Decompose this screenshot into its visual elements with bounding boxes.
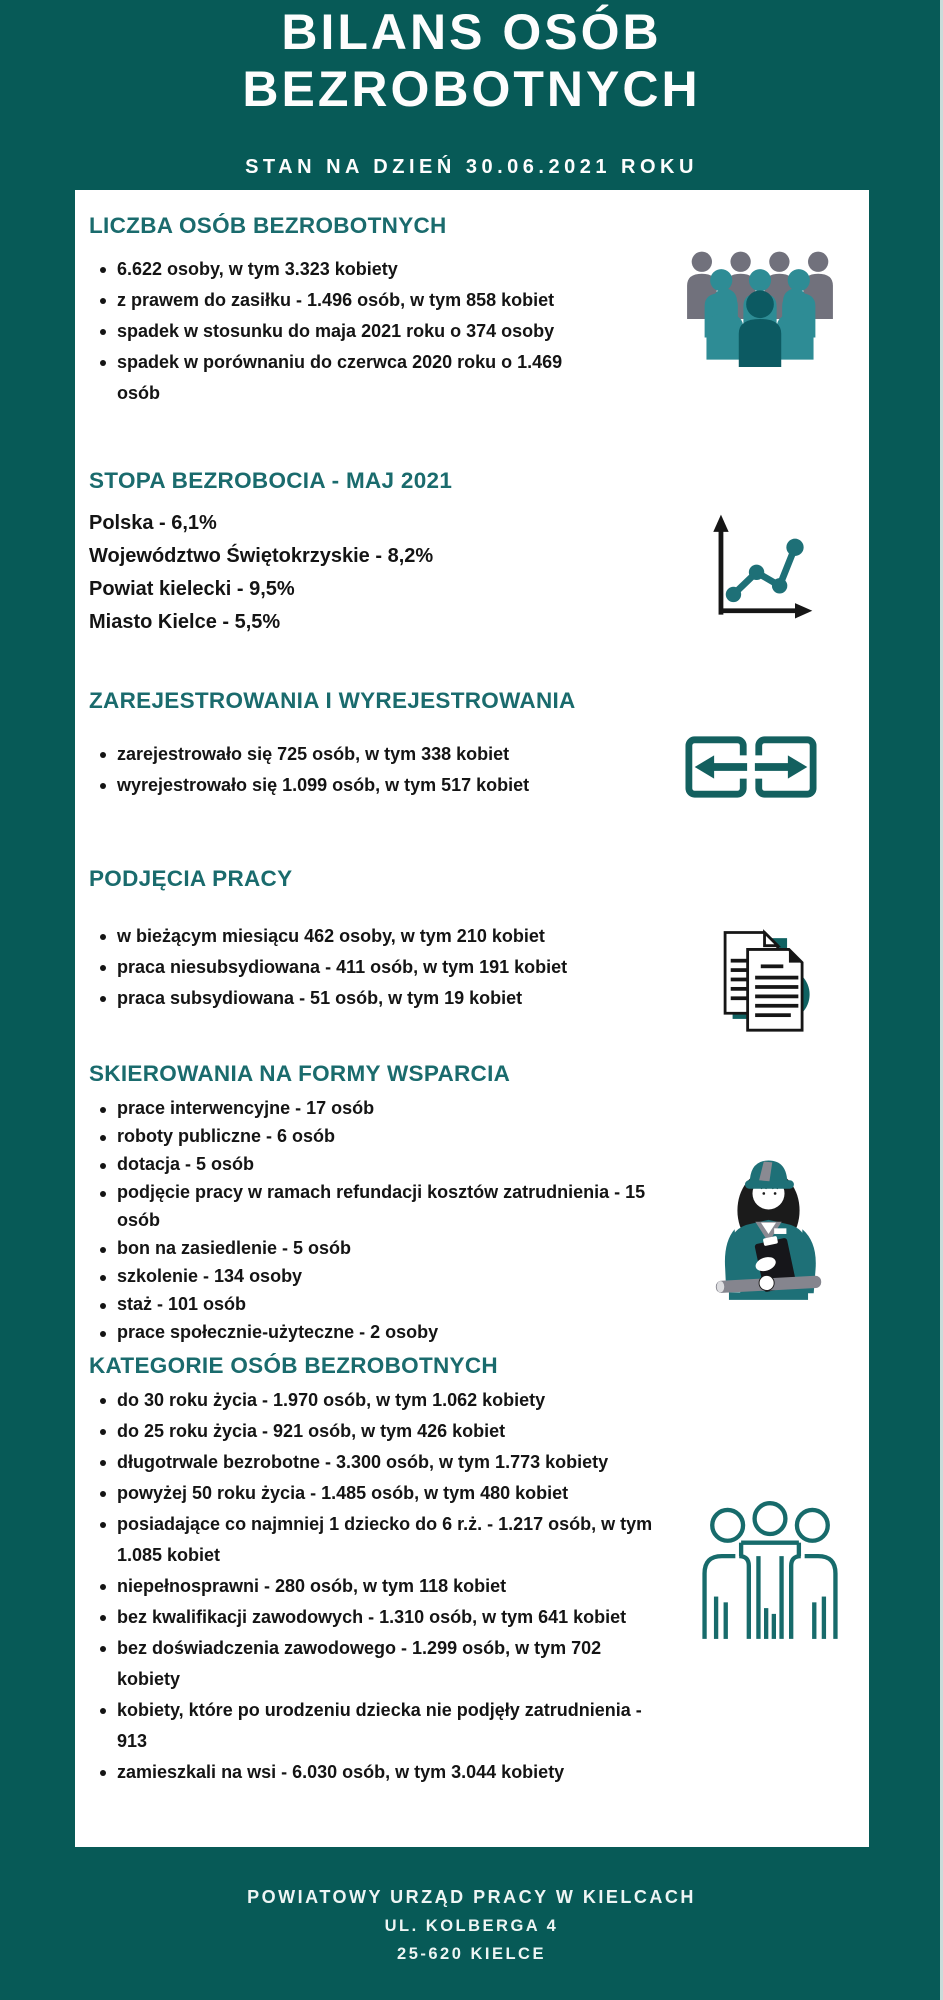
list-item: kobiety, które po urodzeniu dziecka nie podjęły zatrudnienia - 913	[89, 1695, 662, 1757]
list-item: długotrwale bezrobotne - 3.300 osób, w tym 1.773 kobiety	[89, 1447, 662, 1478]
list-item: do 25 roku życia - 921 osób, w tym 426 kobiet	[89, 1416, 662, 1447]
list-item: podjęcie pracy w ramach refundacji kosztów zatrudnienia - 15 osób	[89, 1178, 662, 1234]
line-chart-icon	[695, 505, 820, 635]
page-title-line1: BILANS OSÓB	[281, 4, 662, 60]
footer-street: UL. KOLBERGA 4	[384, 1917, 559, 1935]
list-item: prace społecznie-użyteczne - 2 osoby	[89, 1318, 662, 1346]
list-item: w bieżącym miesiącu 462 osoby, w tym 210 kobiet	[89, 921, 677, 952]
list-item: z prawem do zasiłku - 1.496 osób, w tym 858 kobiet	[89, 285, 597, 316]
list-item: praca niesubsydiowana - 411 osób, w tym 191 kobiet	[89, 952, 677, 983]
footer-org-name: POWIATOWY URZĄD PRACY W KIELCACH	[247, 1887, 696, 1907]
list-item: 6.622 osoby, w tym 3.323 kobiety	[89, 254, 597, 285]
people-outline-icon	[693, 1500, 847, 1650]
documents-icon	[715, 925, 815, 1038]
list-item: spadek w porównaniu do czerwca 2020 roku o 1.469 osób	[89, 347, 597, 409]
section-heading: ZAREJESTROWANIA I WYREJESTROWANIA	[89, 688, 576, 713]
in-out-arrows-icon	[685, 735, 817, 804]
section-heading: PODJĘCIA PRACY	[89, 866, 293, 891]
list-item: bez doświadczenia zawodowego - 1.299 osób, w tym 702 kobiety	[89, 1633, 662, 1695]
section-heading: STOPA BEZROBOCIA - MAJ 2021	[89, 468, 453, 493]
page-title-line2: BEZROBOTNYCH	[242, 61, 701, 117]
stat-line: Miasto Kielce - 5,5%	[89, 611, 281, 633]
section-heading: SKIEROWANIA NA FORMY WSPARCIA	[89, 1061, 511, 1086]
female-engineer-icon	[712, 1135, 825, 1305]
list-item: zarejestrowało się 725 osób, w tym 338 kobiet	[89, 739, 677, 770]
stat-line: Województwo Świętokrzyskie - 8,2%	[89, 545, 434, 567]
list-item: wyrejestrowało się 1.099 osób, w tym 517 kobiet	[89, 770, 677, 801]
list-item: staż - 101 osób	[89, 1290, 662, 1318]
page-subtitle: STAN NA DZIEŃ 30.06.2021 ROKU	[245, 156, 698, 178]
list-item: roboty publiczne - 6 osób	[89, 1122, 662, 1150]
list-item: posiadające co najmniej 1 dziecko do 6 r.ż. - 1.217 osób, w tym 1.085 kobiet	[89, 1509, 662, 1571]
list-item: do 30 roku życia - 1.970 osób, w tym 1.062 kobiety	[89, 1385, 662, 1416]
list-item: prace interwencyjne - 17 osób	[89, 1094, 662, 1122]
footer	[0, 1882, 943, 1968]
footer-city: 25-620 KIELCE	[397, 1945, 546, 1963]
list-item: spadek w stosunku do maja 2021 roku o 374 osoby	[89, 316, 597, 347]
people-group-icon	[680, 247, 840, 372]
list-item: bez kwalifikacji zawodowych - 1.310 osób, w tym 641 kobiet	[89, 1602, 662, 1633]
content-card	[75, 190, 869, 1847]
list-item: powyżej 50 roku życia - 1.485 osób, w tym 480 kobiet	[89, 1478, 662, 1509]
page-title	[0, 4, 943, 118]
list-item: szkolenie - 134 osoby	[89, 1262, 662, 1290]
stat-line: Powiat kielecki - 9,5%	[89, 578, 295, 600]
list-item: praca subsydiowana - 51 osób, w tym 19 kobiet	[89, 983, 677, 1014]
section-heading: LICZBA OSÓB BEZROBOTNYCH	[89, 213, 447, 238]
list-item: niepełnosprawni - 280 osób, w tym 118 kobiet	[89, 1571, 662, 1602]
list-item: dotacja - 5 osób	[89, 1150, 662, 1178]
list-item: zamieszkali na wsi - 6.030 osób, w tym 3.044 kobiety	[89, 1757, 662, 1788]
stat-line: Polska - 6,1%	[89, 512, 217, 534]
list-item: bon na zasiedlenie - 5 osób	[89, 1234, 662, 1262]
section-heading: KATEGORIE OSÓB BEZROBOTNYCH	[89, 1353, 498, 1378]
